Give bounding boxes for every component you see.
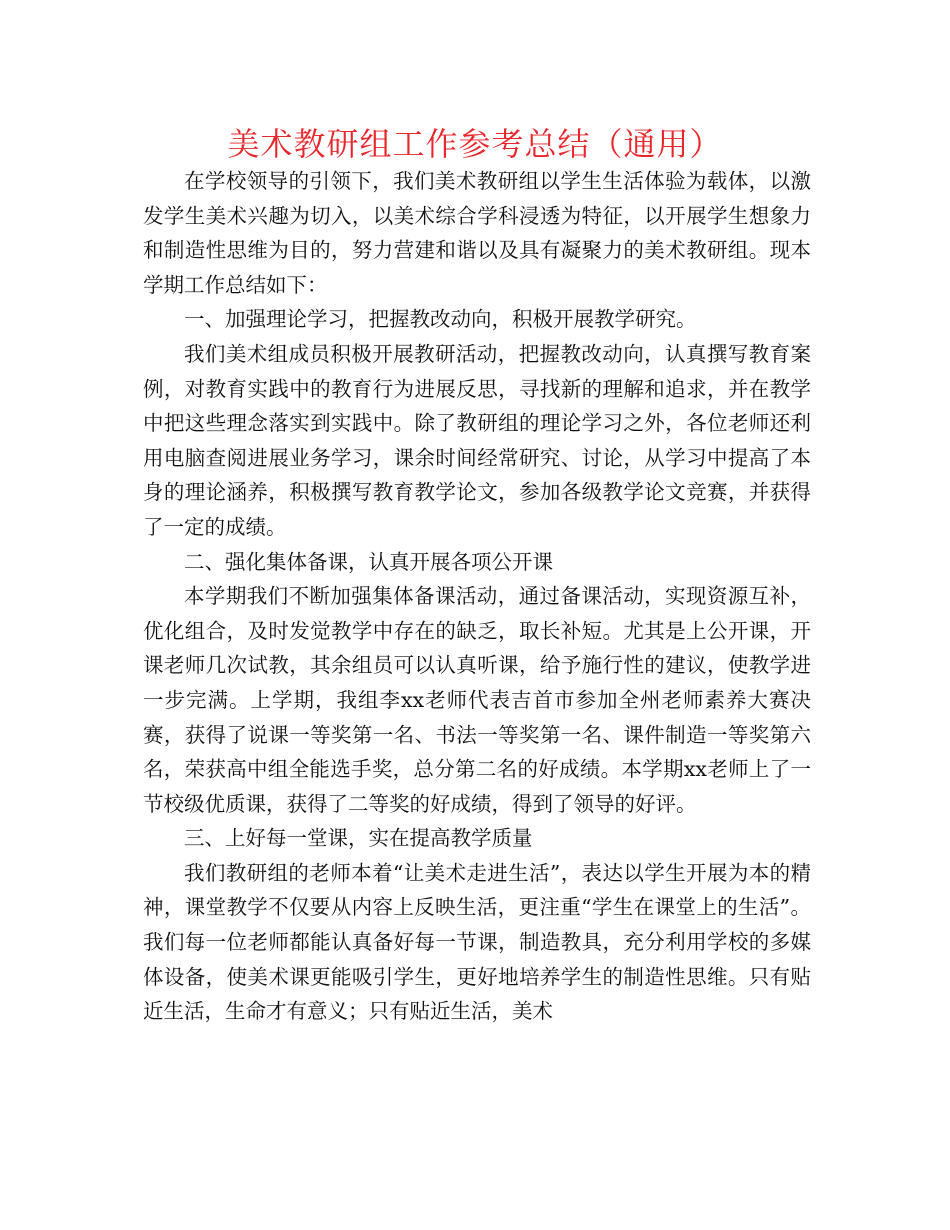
section-heading-3: 三、上好每一堂课，实在提高教学质量 xyxy=(184,826,533,851)
intro-paragraph: 在学校领导的引领下，我们美术教研组以学生生活体验为载体，以激发学生美术兴趣为切入，以美术综合学科浸透为特征，以开展学生想象力和制造性思维为目的，努力营建和谐以及具有凝聚力的美术教研组。现本学期工作总结如下： xyxy=(143,169,811,297)
section-3-paragraph: 我们教研组的老师本着“让美术走进生活”，表达以学生开展为本的精神，课堂教学不仅要从内容上反映生活，更注重“学生在课堂上的生活”。我们每一位老师都能认真备好每一节课，制造教具，充分利用学校的多媒体设备，使美术课更能吸引学生，更好地培养学生的制造性思维。只有贴近生活，生命才有意义；只有贴近生活，美术 xyxy=(143,860,811,1024)
section-1-paragraph: 我们美术组成员积极开展教研活动，把握教改动向，认真撰写教育案例，对教育实践中的教育行为进展反思，寻找新的理解和追求，并在教学中把这些理念落实到实践中。除了教研组的理论学习之外，各位老师还利用电脑查阅进展业务学习，课余时间经常研究、讨论，从学习中提高了本身的理论涵养，积极撰写教育教学论文，参加各级教学论文竞赛，并获得了一定的成绩。 xyxy=(143,341,811,539)
section-heading-1: 一、加强理论学习，把握教改动向，积极开展教学研究。 xyxy=(184,307,697,332)
document-title: 美术教研组工作参考总结（通用） xyxy=(227,125,723,163)
section-heading-2: 二、强化集体备课，认真开展各项公开课 xyxy=(184,549,553,574)
section-2-paragraph: 本学期我们不断加强集体备课活动，通过备课活动，实现资源互补，优化组合，及时发觉教学中存在的缺乏，取长补短。尤其是上公开课，开课老师几次试教，其余组员可以认真听课，给予施行性的建议，使教学进一步完满。上学期，我组李xx老师代表吉首市参加全州老师素养大赛决赛，获得了说课一等奖第一名、书法一等奖第一名、课件制造一等奖第六名，荣获高中组全能选手奖，总分第二名的好成绩。本学期xx老师上了一节校级优质课，获得了二等奖的好成绩，得到了领导的好评。 xyxy=(143,584,811,816)
document-body xyxy=(143,164,811,1029)
